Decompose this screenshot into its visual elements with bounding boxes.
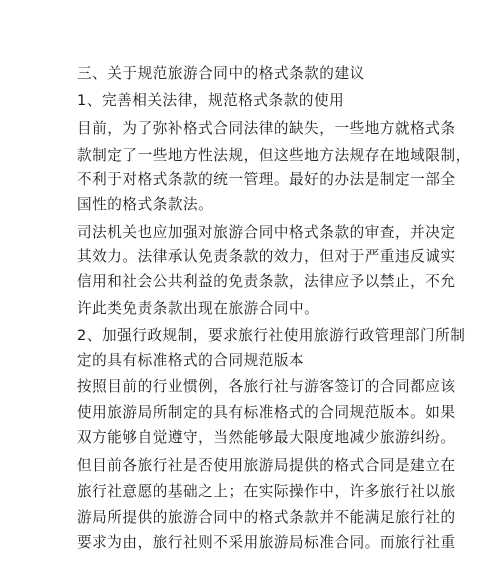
paragraph-2-line: 信用和社会公共利益的免责条款，法律应予以禁止，不允 xyxy=(77,273,456,290)
paragraph-4-line: 要求为由，旅行社则不采用旅游局标准合同。而旅行社重 xyxy=(77,534,456,551)
paragraph-2-line: 其效力。法律承认免责条款的效力，但对于严重违反诚实 xyxy=(77,248,456,265)
paragraph-1-line: 不利于对格式条款的统一管理。最好的办法是制定一部全 xyxy=(77,171,456,188)
sub-heading-1: 1、完善相关法律，规范格式条款的使用 xyxy=(77,92,345,109)
paragraph-3-line: 按照目前的行业惯例，各旅行社与游客签订的合同都应该 xyxy=(77,378,456,395)
sub-heading-2-line: 定的具有标准格式的合同规范版本 xyxy=(77,352,305,369)
paragraph-3-line: 双方能够自觉遵守，当然能够最大限度地减少旅游纠纷。 xyxy=(77,429,456,446)
paragraph-4-line: 但目前各旅行社是否使用旅游局提供的格式合同是建立在 xyxy=(77,457,456,474)
paragraph-4-line: 旅行社意愿的基础之上；在实际操作中，许多旅行社以旅 xyxy=(77,483,456,500)
paragraph-1-line: 国性的格式条款法。 xyxy=(77,196,214,213)
paragraph-1-line: 目前，为了弥补格式合同法律的缺失，一些地方就格式条 xyxy=(77,120,456,137)
paragraph-1-line: 款制定了一些地方性法规，但这些地方法规存在地域限制， xyxy=(77,147,471,164)
paragraph-4-line: 游局所提供的旅游合同中的格式条款并不能满足旅行社的 xyxy=(77,509,456,526)
paragraph-3-line: 使用旅游局所制定的具有标准格式的合同规范版本。如果 xyxy=(77,404,456,421)
paragraph-2-line: 许此类免责条款出现在旅游合同中。 xyxy=(77,300,320,317)
sub-heading-2-line: 2、加强行政规制，要求旅行社使用旅游行政管理部门所制 xyxy=(77,327,466,344)
section-heading: 三、关于规范旅游合同中的格式条款的建议 xyxy=(77,65,365,82)
paragraph-2-line: 司法机关也应加强对旅游合同中格式条款的审查，并决定 xyxy=(77,224,456,241)
